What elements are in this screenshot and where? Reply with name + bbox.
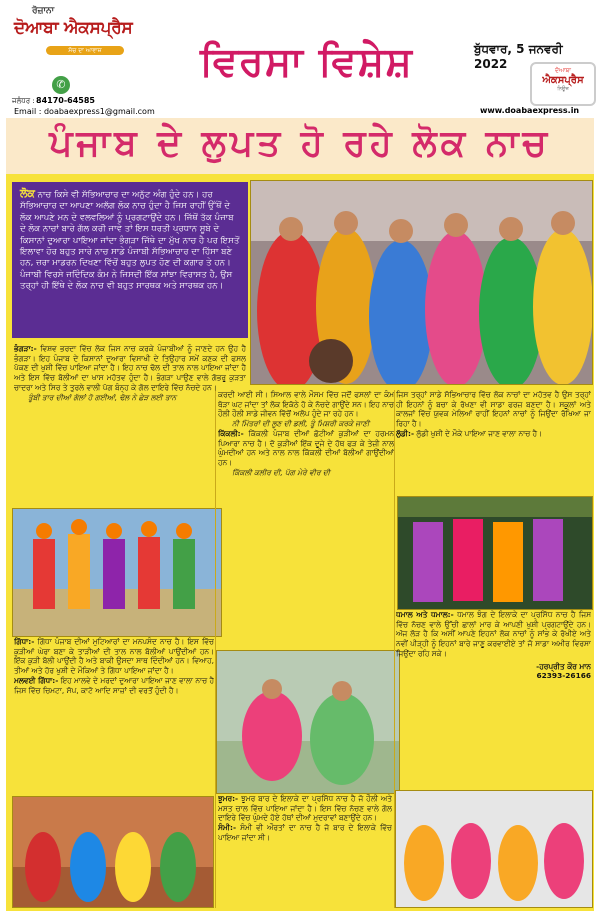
author-name: -ਹਰਪ੍ਰੀਤ ਕੌਰ ਮਾਨ — [536, 661, 591, 671]
author-phone: 62393-26166 — [536, 671, 591, 681]
intro-box — [12, 182, 248, 338]
body-text: ਕਰਦੀ ਆਈ ਸੀ। ਸਿਆਲ ਵਾਲੇ ਮੌਸਮ ਵਿੱਚ ਜਦੋਂ ਫਸਲਾਂ ਦਾ ਕੰਮ ਥੋੜਾ ਘਟ ਜਾਂਦਾ ਤਾਂ ਲੋਕ ਇਕੱਠੇ ਹੋ ਕੇ ਨੱਚਦੇ ਗਾਉਂਦੇ ਸਨ। ਇਹ ਨਾਚ ਹੌਲੀ ਹੌਲੀ ਸਾਡੇ ਜੀਵਨ ਵਿੱਚੋਂ ਅਲੋਪ ਹੁੰਦੇ ਜਾ ਰਹੇ ਹਨ। — [218, 390, 394, 419]
column-1b — [14, 637, 214, 792]
column-rule — [394, 390, 395, 908]
intro-text: ਨਾਚ ਕਿਸੇ ਵੀ ਸੱਭਿਆਚਾਰ ਦਾ ਅਨੁੱਟ ਅੰਗ ਹੁੰਦੇ ਹਨ। ਹਰ ਸੱਭਿਆਚਾਰ ਦਾ ਆਪਣਾ ਅਲੱਗ ਲੋਕ ਨਾਚ ਹੁੰਦਾ ਹੈ ਜਿਸ ਰਾਹੀਂ ਉੱਥੋਂ ਦੇ ਲੋਕ ਆਪਣੇ ਮਨ ਦੇ ਵਲਵਲਿਆਂ ਨੂੰ ਪ੍ਰਗਟਾਉਂਦੇ ਹਨ। ਜਿੱਥੋਂ ਤੱਕ ਪੰਜਾਬ ਦੇ ਲੋਕ ਨਾਚਾਂ ਬਾਰੇ ਗੱਲ ਕਰੀ ਜਾਵੇ ਤਾਂ ਇਸ ਧਰਤੀ ਪ੍ਰਧਾਨ ਸੂਬੇ ਦੇ ਕਿਸਾਨਾਂ ਦੁਆਰਾ ਪਾਇਆ ਜਾਂਦਾ ਭੰਗੜਾ ਜਿੱਥੇ ਦਾ ਮੁੱਖ ਨਾਚ ਹੈ ਪਰ ਇਸਤੋਂ ਇਲਾਵਾ ਹੋਰ ਬਹੁਤ ਸਾਰੇ ਨਾਚ ਸਾਡੇ ਪੰਜਾਬੀ ਸੱਭਿਆਚਾਰ ਦਾ ਹਿੱਸਾ ਬਣੇ ਹਨ, ਜ਼ਰਾ ਮਾਡਰਨ ਦਿਖਣਾ ਵਿੱਚੋਂ ਬਹੁਤ ਲੁਪਤ ਹੋਣ ਦੀ ਕਗਾਰ ਤੇ ਹਨ। ਪੰਜਾਬੀ ਵਿਰਸੇ ਜਦਿੰਦਿਕ ਕੰਮ ਨੇ ਜਿਸਦੀ ਇੱਕ ਸਾਂਝਾ ਵਿਰਾਸਤ ਹੈ, ਉਸ ਤਰ੍ਹਾਂ ਹੀ ਇੱਥੇ ਦੇ ਲੋਕ ਨਾਚ ਵੀ ਬਹੁਤ ਸਾਰਥਕ ਅਤੇ ਸਾਰਥਕ ਹਨ। — [20, 190, 240, 292]
column-3a — [396, 390, 591, 494]
photo-giddha-group — [250, 180, 593, 385]
body-text: ਗਿੱਧਾ ਪੰਜਾਬ ਦੀਆਂ ਮੁਟਿਆਰਾਂ ਦਾ ਮਨਪਸੰਦ ਨਾਚ ਹੈ। ਇਸ ਵਿੱਚ ਕੁੜੀਆਂ ਘੇਰਾ ਬਣਾ ਕੇ ਤਾੜੀਆਂ ਦੀ ਤਾਲ ਨਾਲ ਬੋਲੀਆਂ ਪਾਉਂਦੀਆਂ ਹਨ। ਇੱਕ ਕੁੜੀ ਬੋਲੀ ਪਾਉਂਦੀ ਹੈ ਅਤੇ ਬਾਕੀ ਉਸਦਾ ਸਾਥ ਦਿੰਦੀਆਂ ਹਨ। ਵਿਆਹ, ਤੀਆਂ ਅਤੇ ਹੋਰ ਖੁਸ਼ੀ ਦੇ ਮੌਕਿਆਂ ਤੇ ਗਿੱਧਾ ਪਾਇਆ ਜਾਂਦਾ ਹੈ। — [14, 637, 214, 676]
photo-yellow-dancers — [395, 790, 593, 908]
mini-logo-line2: ਐਕਸਪ੍ਰੈਸ — [542, 75, 584, 86]
column-2a — [218, 390, 394, 648]
brand-name: ਦੋਆਬਾ ਐਕਸਪ੍ਰੈਸ — [14, 18, 133, 38]
body-text: ਵਿਸ਼ਵ ਭਰਦਾ ਵਿੱਚ ਲੋਕ ਜਿਸ ਨਾਚ ਕਰਕੇ ਪੰਜਾਬੀਆਂ ਨੂੰ ਜਾਣਦੇ ਹਨ ਉਹ ਹੈ ਭੰਗੜਾ। ਇਹ ਪੰਜਾਬ ਦੇ ਕਿਸਾਨਾਂ ਦੁਆਰਾ ਵਿਸਾਖੀ ਦੇ ਤਿਉਹਾਰ ਸਮੇਂ ਕਣਕ ਦੀ ਫਸਲ ਪੱਕਣ ਦੀ ਖੁਸ਼ੀ ਵਿੱਚ ਪਾਇਆ ਜਾਂਦਾ ਹੈ। ਇਹ ਨਾਚ ਢੋਲ ਦੀ ਤਾਲ ਨਾਲ ਪਾਇਆ ਜਾਂਦਾ ਹੈ ਅਤੇ ਇਸ ਵਿੱਚ ਬੋਲੀਆਂ ਦਾ ਖਾਸ ਮਹੱਤਵ ਹੁੰਦਾ ਹੈ। ਭੰਗੜਾ ਪਾਉਣ ਵਾਲੇ ਗੱਭਰੂ ਕੁੜਤਾ ਚਾਦਰਾ ਅਤੇ ਸਿਰ ਤੇ ਤੁਰਲੇ ਵਾਲੀ ਪੱਗ ਬੰਨ੍ਹ ਕੇ ਗੋਲ ਦਾਇਰੇ ਵਿੱਚ ਨੱਚਦੇ ਹਨ। — [14, 344, 246, 392]
mini-logo-line1: ਦੋਆਬਾ — [555, 67, 571, 74]
photo-dancers-courtyard — [12, 796, 214, 908]
column-2b — [218, 794, 392, 906]
brand-mini-logo — [530, 62, 596, 106]
verse: ਤੂੰਬੀ ਤਾਰ ਦੀਆਂ ਗੱਲਾਂ ਹੋ ਗਈਆਂ, ਢੋਲ ਨੇ ਛੇੜ ਲਈ ਤਾਨ — [28, 392, 177, 402]
subhead-kikli: ਕਿੱਕਲੀ:- — [218, 428, 244, 438]
website-url: www.doabaexpress.in — [480, 106, 580, 115]
dateline: ਬੁੱਧਵਾਰ, 5 ਜਨਵਰੀ 2022 — [474, 42, 563, 71]
body-text: ਲੁੱਡੀ ਖੁਸ਼ੀ ਦੇ ਮੌਕੇ ਪਾਇਆ ਜਾਣ ਵਾਲਾ ਨਾਚ ਹੈ। — [414, 428, 543, 438]
subhead-malwai-giddha: ਮਲਵਈ ਗਿੱਧਾ:- — [14, 675, 59, 685]
masthead — [0, 0, 600, 118]
body-text: ਸੰਮੀ ਵੀ ਔਰਤਾਂ ਦਾ ਨਾਚ ਹੈ ਜੋ ਬਾਰ ਦੇ ਇਲਾਕੇ ਵਿੱਚ ਪਾਇਆ ਜਾਂਦਾ ਸੀ। — [218, 823, 392, 842]
verse: ਨੀ ਮਿੱਤਰਾਂ ਦੀ ਲੂਣ ਦੀ ਡਲੀ, ਤੂੰ ਮਿਸ਼ਰੀ ਕਰਕੇ ਜਾਣੀ — [232, 419, 370, 429]
contact-phone: 84170-64585 — [36, 96, 95, 105]
contact-email: Email : doabaexpress1@gmail.com — [14, 107, 155, 116]
subhead-luddi: ਲੁੱਡੀ:- — [396, 428, 415, 438]
intro-drop-word: ਲੋਕ — [20, 187, 35, 200]
photo-stage-performance — [397, 496, 593, 610]
body-text: ਇਹ ਮਾਲਵੇ ਦੇ ਮਰਦਾਂ ਦੁਆਰਾ ਪਾਇਆ ਜਾਣ ਵਾਲਾ ਨਾਚ ਹੈ ਜਿਸ ਵਿੱਚ ਚਿਮਟਾ, ਸੱਪ, ਕਾਟੋ ਆਦਿ ਸਾਜ਼ਾਂ ਦੀ ਵਰਤੋਂ ਹੁੰਦੀ ਹੈ। — [14, 675, 214, 695]
body-text: ਕਿੱਕਲੀ ਪੰਜਾਬ ਦੀਆਂ ਛੋਟੀਆਂ ਕੁੜੀਆਂ ਦਾ ਹਰਮਨ ਪਿਆਰਾ ਨਾਚ ਹੈ। ਦੋ ਕੁੜੀਆਂ ਇੱਕ ਦੂਜੇ ਦੇ ਹੱਥ ਫੜ ਕੇ ਤੇਜ਼ੀ ਨਾਲ ਘੁੰਮਦੀਆਂ ਹਨ ਅਤੇ ਨਾਲ ਨਾਲ ਕਿੱਕਲੀ ਦੀਆਂ ਬੋਲੀਆਂ ਗਾਉਂਦੀਆਂ ਹਨ। — [218, 428, 394, 467]
column-1a — [14, 344, 246, 506]
subhead-jhumar: ਝੂਮਰ:- — [218, 794, 239, 803]
body-text: ਜਿਸ ਤਰ੍ਹਾਂ ਸਾਡੇ ਸੱਭਿਆਚਾਰ ਵਿੱਚ ਲੋਕ ਨਾਚਾਂ ਦਾ ਮਹੱਤਵ ਹੈ ਉਸ ਤਰ੍ਹਾਂ ਹੀ ਇਹਨਾਂ ਨੂੰ ਬਚਾ ਕੇ ਰੱਖਣਾ ਵੀ ਸਾਡਾ ਫਰਜ਼ ਬਣਦਾ ਹੈ। ਸਕੂਲਾਂ ਅਤੇ ਕਾਲਜਾਂ ਵਿੱਚ ਯੁਵਕ ਮੇਲਿਆਂ ਰਾਹੀਂ ਇਹਨਾਂ ਨਾਚਾਂ ਨੂੰ ਜਿਉਂਦਾ ਰੱਖਿਆ ਜਾ ਰਿਹਾ ਹੈ। — [396, 390, 591, 429]
article-headline: ਪੰਜਾਬ ਦੇ ਲੁਪਤ ਹੋ ਰਹੇ ਲੋਕ ਨਾਚ — [49, 122, 551, 164]
verse: ਕਿੱਕਲੀ ਕਲੀਰ ਦੀ, ਪੱਗ ਮੇਰੇ ਵੀਰ ਦੀ — [232, 467, 330, 477]
brand-tagline: ਸੱਚ ਦਾ ਆਵਾਜ਼ — [46, 46, 124, 55]
whatsapp-icon: ✆ — [52, 76, 70, 94]
mini-logo-line3: ਨਿਊਜ਼ — [557, 86, 569, 92]
column-3b — [396, 610, 591, 788]
photo-bhangra-group — [12, 508, 222, 637]
subhead-dhamal: ਧਮਾਲ ਅਤੇ ਧਮਾਲ:- — [396, 610, 454, 619]
body-text: ਧਮਾਲ ਝੰਗ ਦੇ ਇਲਾਕੇ ਦਾ ਪ੍ਰਸਿੱਧ ਨਾਚ ਹੈ ਜਿਸ ਵਿੱਚ ਨੱਚਣ ਵਾਲੇ ਉੱਚੀ ਛਾਲਾਂ ਮਾਰ ਕੇ ਆਪਣੀ ਖੁਸ਼ੀ ਪ੍ਰਗਟਾਉਂਦੇ ਹਨ। ਅੱਜ ਲੋੜ ਹੈ ਕਿ ਅਸੀਂ ਆਪਣੇ ਇਹਨਾਂ ਲੋਕ ਨਾਚਾਂ ਨੂੰ ਸਾਂਭ ਕੇ ਰੱਖੀਏ ਅਤੇ ਨਵੀਂ ਪੀੜ੍ਹੀ ਨੂੰ ਇਹਨਾਂ ਬਾਰੇ ਜਾਣੂ ਕਰਵਾਈਏ ਤਾਂ ਜੋ ਸਾਡਾ ਅਮੀਰ ਵਿਰਸਾ ਜਿਉਂਦਾ ਰਹਿ ਸਕੇ। — [396, 610, 591, 658]
city-label: ਜਲੰਧਰ : — [12, 97, 35, 105]
brand-daily-label: ਰੋਜ਼ਾਨਾ — [32, 6, 55, 16]
subhead-sammi: ਸੰਮੀ:- — [218, 823, 237, 833]
photo-kikli-dancers — [216, 650, 400, 794]
subhead-giddha: ਗਿੱਧਾ:- — [14, 637, 35, 646]
subhead-bhangra: ਭੰਗੜਾ:- — [14, 344, 37, 353]
body-text: ਝੂਮਰ ਬਾਰ ਦੇ ਇਲਾਕੇ ਦਾ ਪ੍ਰਸਿੱਧ ਨਾਚ ਹੈ ਜੋ ਹੌਲੀ ਅਤੇ ਮਸਤ ਚਾਲ ਵਿੱਚ ਪਾਇਆ ਜਾਂਦਾ ਹੈ। ਇਸ ਵਿੱਚ ਨੱਚਣ ਵਾਲੇ ਗੋਲ ਦਾਇਰੇ ਵਿੱਚ ਘੁੰਮਦੇ ਹੋਏ ਹੱਥਾਂ ਦੀਆਂ ਮੁਦਰਾਵਾਂ ਬਣਾਉਂਦੇ ਹਨ। — [218, 794, 392, 823]
section-title: ਵਿਰਸਾ ਵਿਸ਼ੇਸ਼ — [200, 38, 413, 85]
